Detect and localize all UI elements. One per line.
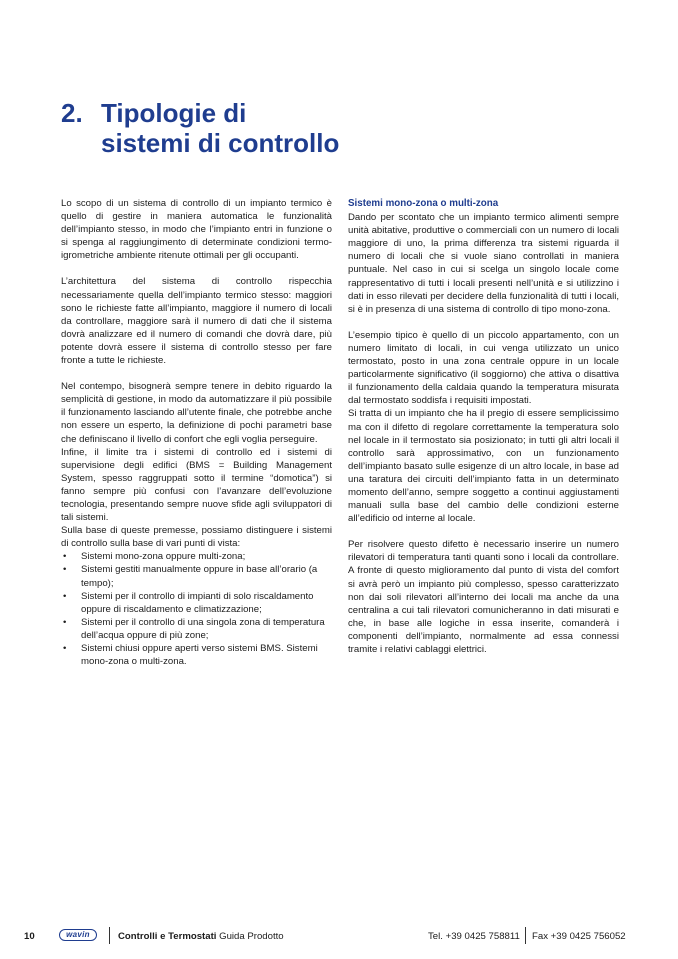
- left-paragraph-1: Lo scopo di un sistema di controllo di un impianto termico è quello di gestire in maniera automatica le funzionalità dell’impianto stesso, in modo che l’impianto entri in funzione o si spenga al raggiungimento di determinate condizioni termo-igrometriche ambiente ritenute ottimali per gli occupanti.: [61, 198, 332, 262]
- right-column: [348, 197, 619, 669]
- wavin-logo: [59, 929, 97, 941]
- page-number: 10: [24, 931, 35, 942]
- list-item: • Sistemi per il controllo di una singola zona di temperatura dell’acqua oppure di più zone;: [61, 616, 332, 642]
- guide-name: Guida Prodotto: [219, 931, 284, 942]
- control-types-list: [61, 550, 332, 668]
- list-item: • Sistemi chiusi oppure aperti verso sistemi BMS. Sistemi mono-zona o multi-zona.: [61, 642, 332, 668]
- left-paragraph-4: Infine, il limite tra i sistemi di controllo ed i sistemi di supervisione degli edifici (BMS = Building Management System, spesso raggruppati sotto il termine “domotica”) si fanno sempre più confusi con l’avanzare dell’evoluzione tecnologia, presentando sempre nuove sfide agli sviluppatori di tali sistemi.: [61, 446, 332, 524]
- product-name: Controlli e Termostati: [118, 931, 217, 942]
- section-subheading: Sistemi mono-zona o multi-zona: [348, 198, 499, 209]
- page-footer: [0, 925, 678, 947]
- right-paragraph-3: Si tratta di un impianto che ha il pregio di essere semplicissimo ma con il difetto di regolare correttamente la temperatura solo nel locale in il termostato sia posizionato; in tutti gli altri locali il controllo sarà approssimativo, con un funzionamento dell’impianto basato sulle esigenze di un altro locale, in base ad una taratura dei circuiti dell’impianto fatta in un determinato momento dell’anno, sempre soggetto a continui aggiustamenti manuali sulla base del cambio delle condizioni esterne all’edificio od interne al locale.: [348, 408, 619, 525]
- title-line-2: sistemi di controllo: [101, 128, 340, 158]
- title-line-1: Tipologie di: [101, 98, 247, 128]
- right-paragraph-4: Per risolvere questo difetto è necessario inserire un numero rilevatori di temperatura tanti quanti sono i locali da controllare. A fronte di questo miglioramento dal punto di vista del comfort si avrà però un impianto più complesso, spesso caratterizzato non dai soli rilevatori all’interno dei locali ma anche da una centralina a cui tali rilevatori comunicheranno in dati misurati e che, in base alle logiche in essa inserite, comanderà i componenti dell’impianto, normalmente ad essa connessi tramite i relativi cablaggi elettrici.: [348, 539, 619, 655]
- footer-divider: [109, 927, 110, 944]
- page-title: [61, 98, 339, 158]
- section-number: 2.: [61, 98, 83, 128]
- left-paragraph-3: Nel contempo, bisognerà sempre tenere in debito riguardo la semplicità di gestione, in modo da automatizzare il più possibile il funzionamento lasciando all’utente finale, che potrebbe anche non essere un esperto, la definizione di pochi parametri base che definiscano il livello di confort che egli voglia perseguire.: [61, 381, 332, 445]
- logo-text: wavin: [66, 930, 90, 939]
- left-column: [61, 197, 332, 668]
- right-paragraph-1: Dando per scontato che un impianto termico alimenti sempre unità abitative, produttive o commerciali con un numero di locali maggiore di uno, la prima differenza tra sistemi riguarda il numero di locali che si vuole siano controllati in maniera puntuale. Nel caso in cui si scelga un singolo locale come rappresentativo di tutti i locali presenti nell’unità e si utilizzino i dati in esso rilevati per decidere della funzionalità di tutti i locali, si è in presenza di una sistema di controllo di tipo mono-zona.: [348, 212, 619, 315]
- left-paragraph-5: Sulla base di queste premesse, possiamo distinguere i sistemi di controllo sulla base di vari punti di vista:: [61, 525, 332, 550]
- right-paragraph-2: L’esempio tipico è quello di un piccolo appartamento, con un numero limitato di locali, in cui venga utilizzato un unico termostato, posto in una zona centrale oppure in un locale particolarmente significativo (il soggiorno) che attiva o disattiva il funzionamento della caldaia quando la temperatura misurata dal termostato soddisfa i requisiti impostati.: [348, 329, 619, 407]
- fax: Fax +39 0425 756052: [532, 931, 626, 942]
- list-item: • Sistemi per il controllo di impianti di solo riscaldamento oppure di riscaldamento e climatizzazione;: [61, 590, 332, 616]
- list-item: • Sistemi mono-zona oppure multi-zona;: [61, 550, 332, 563]
- telephone: Tel. +39 0425 758811: [428, 931, 520, 942]
- left-paragraph-2: L’architettura del sistema di controllo rispecchia necessariamente quella dell’impianto termico stesso: maggiori sono le richieste fatte all’impianto, maggiore il numero di locali da controllare, maggiore sarà il numero di dati che il sistema dovrà analizzare ed il numero di comandi che dovrà dare, più potente dovrà essere il sistema di controllo stesso per fare fronte a tutte le richieste.: [61, 276, 332, 367]
- footer-divider: [525, 927, 526, 944]
- product-guide-label: [118, 931, 284, 942]
- list-item: • Sistemi gestiti manualmente oppure in base all’orario (a tempo);: [61, 563, 332, 589]
